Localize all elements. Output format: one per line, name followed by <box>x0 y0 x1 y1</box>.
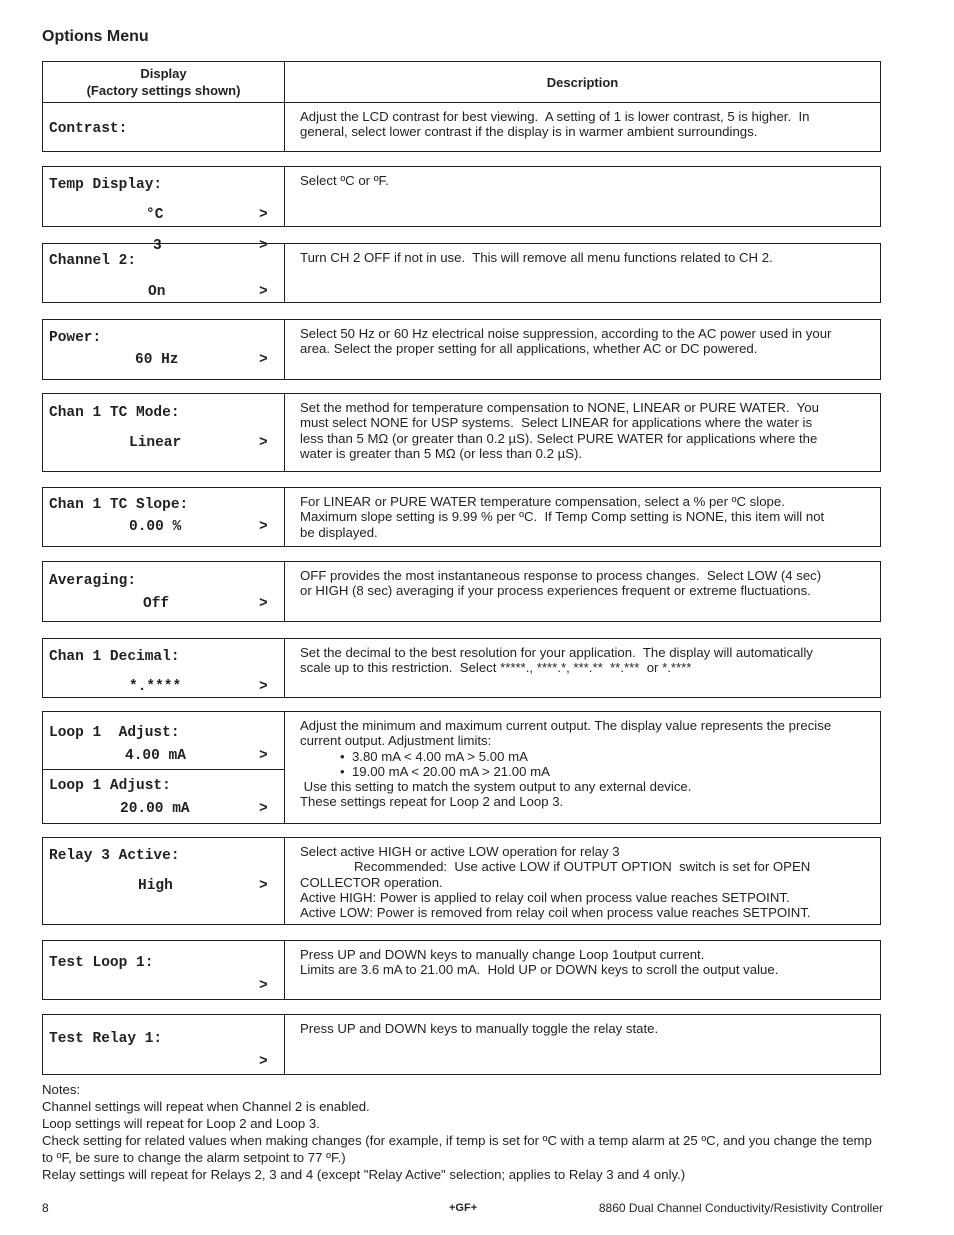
display-cell <box>43 941 285 999</box>
lcd-label: Averaging: <box>49 573 137 589</box>
description-line: Adjust the LCD contrast for best viewing. A setting of 1 is lower contrast, 5 is higher. In <box>300 109 810 124</box>
display-cell <box>43 1015 285 1074</box>
chevron-right-icon: > <box>259 679 268 695</box>
menu-row <box>42 561 881 622</box>
description-line: Select ºC or ºF. <box>300 173 389 188</box>
description-line: must select NONE for USP systems. Select LINEAR for applications where the water is <box>300 415 813 431</box>
lcd-value: Linear <box>129 435 182 451</box>
description-line: These settings repeat for Loop 2 and Loop 3. <box>300 794 564 810</box>
display-cell <box>43 712 285 823</box>
description-line: Maximum slope setting is 9.99 % per ºC. If Temp Comp setting is NONE, this item will not <box>300 509 825 525</box>
description-line: Select 50 Hz or 60 Hz electrical noise suppression, according to the AC power used in your <box>300 326 832 341</box>
description-cell <box>285 941 880 999</box>
lcd-value: *.**** <box>129 679 182 695</box>
description-line: Press UP and DOWN keys to manually toggle the relay state. <box>300 1021 659 1036</box>
menu-row <box>42 243 881 303</box>
description-line: Use this setting to match the system output to any external device. <box>300 779 692 795</box>
chevron-right-icon: > <box>259 878 268 894</box>
chevron-right-icon: > <box>259 207 268 223</box>
menu-row <box>42 487 881 547</box>
menu-row <box>42 940 881 1000</box>
lcd-value: 20.00 mA <box>120 801 190 817</box>
description-line: area. Select the proper setting for all applications, whether AC or DC powered. <box>300 341 758 357</box>
lcd-label: Loop 1 Adjust: <box>49 725 180 741</box>
menu-row <box>42 711 881 824</box>
lcd-label: Contrast: <box>49 121 128 137</box>
description-line: Adjust the minimum and maximum current output. The display value represents the precise <box>300 718 832 733</box>
description-cell <box>285 838 880 924</box>
description-line: Press UP and DOWN keys to manually change Loop 1output current. <box>300 947 705 962</box>
lcd-label: Temp Display: <box>49 177 163 193</box>
gf-logo: +GF+ <box>449 1202 478 1214</box>
note-line: Check setting for related values when making changes (for example, if temp is set for ºC with a temp alarm at 25 ºC, and you change the temp to ºF, be sure to change the alarm setpoint to 77 ºF.) <box>42 1133 872 1165</box>
notes-section <box>42 1081 882 1183</box>
lcd-value: On <box>148 284 166 300</box>
display-cell <box>43 167 285 226</box>
description-line: Recommended: Use active LOW if OUTPUT OPTION switch is set for OPEN <box>354 859 811 875</box>
page-title: Options Menu <box>42 28 149 45</box>
lcd-label: Relay 3 Active: <box>49 848 180 864</box>
description-cell <box>285 394 880 471</box>
note-line: Notes: <box>42 1082 81 1097</box>
lcd-label: Chan 1 TC Slope: <box>49 497 189 513</box>
description-line: • 19.00 mA < 20.00 mA > 21.00 mA <box>340 763 550 779</box>
description-line: Set the decimal to the best resolution for your application. The display will automatically <box>300 645 813 660</box>
description-line: less than 5 MΩ (or greater than 0.2 µS). Select PURE WATER for applications where the <box>300 430 818 446</box>
lcd-label: Test Loop 1: <box>49 955 154 971</box>
chevron-right-icon: > <box>259 519 268 535</box>
display-cell <box>43 562 285 621</box>
description-line: Turn CH 2 OFF if not in use. This will remove all menu functions related to CH 2. <box>300 250 773 265</box>
description-line: COLLECTOR operation. <box>300 874 443 890</box>
note-line: Channel settings will repeat when Channel 2 is enabled. <box>42 1099 370 1114</box>
lcd-value: °C <box>146 207 164 223</box>
display-cell <box>43 394 285 471</box>
description-line: water is greater than 5 MΩ (or less than 0.2 µS). <box>300 445 583 461</box>
chevron-right-icon: > <box>259 978 268 994</box>
description-cell <box>285 639 880 697</box>
menu-row <box>42 166 881 227</box>
description-cell <box>285 167 880 226</box>
lcd-label: Power: <box>49 330 102 346</box>
description-cell <box>285 712 880 823</box>
page-number: 8 <box>42 1201 49 1215</box>
chevron-right-icon: > <box>259 596 268 612</box>
display-cell <box>43 488 285 546</box>
menu-row <box>42 393 881 472</box>
description-cell <box>285 244 880 302</box>
lcd-value: 0.00 % <box>129 519 182 535</box>
description-line: For LINEAR or PURE WATER temperature compensation, select a % per ºC slope. <box>300 494 785 509</box>
chevron-right-icon: > <box>259 352 268 368</box>
display-header-line: (Factory settings shown) <box>86 83 241 98</box>
description-line: be displayed. <box>300 524 378 540</box>
chevron-right-icon: > <box>259 284 268 300</box>
description-line: or HIGH (8 sec) averaging if your process experiences frequent or extreme fluctuations. <box>300 583 811 599</box>
description-cell <box>285 1015 880 1074</box>
description-line: Select active HIGH or active LOW operation for relay 3 <box>300 844 620 859</box>
description-line: Active LOW: Power is removed from relay coil when process value reaches SETPOINT. <box>300 905 811 921</box>
chevron-right-icon: > <box>259 801 268 817</box>
description-line: scale up to this restriction. Select *****., ****.*, ***.** **.*** or *.**** <box>300 660 692 676</box>
table-header <box>42 61 881 103</box>
note-line: Loop settings will repeat for Loop 2 and Loop 3. <box>42 1116 320 1131</box>
description-cell <box>285 562 880 621</box>
lcd-label: Chan 1 Decimal: <box>49 649 180 665</box>
description-line: OFF provides the most instantaneous response to process changes. Select LOW (4 sec) <box>300 568 822 583</box>
description-cell <box>285 488 880 546</box>
row-divider <box>43 769 284 770</box>
menu-row <box>42 638 881 698</box>
display-cell <box>43 838 285 924</box>
description-line: • 3.80 mA < 4.00 mA > 5.00 mA <box>340 748 528 764</box>
lcd-value: Off <box>143 596 170 612</box>
lcd-label: Loop 1 Adjust: <box>49 778 171 794</box>
note-line: Relay settings will repeat for Relays 2, 3 and 4 (except "Relay Active" selection; applies to Relay 3 and 4 only.) <box>42 1167 686 1182</box>
description-cell <box>285 103 880 151</box>
lcd-label: Channel 2: <box>49 253 137 269</box>
display-cell <box>43 320 285 379</box>
chevron-right-icon: > <box>259 435 268 451</box>
lcd-value: 60 Hz <box>135 352 179 368</box>
lcd-value: 4.00 mA <box>125 748 186 764</box>
lcd-value: High <box>138 878 173 894</box>
description-line: Limits are 3.6 mA to 21.00 mA. Hold UP or DOWN keys to scroll the output value. <box>300 962 779 978</box>
display-cell <box>43 244 285 302</box>
menu-row <box>42 1014 881 1075</box>
description-line: general, select lower contrast if the display is in warmer ambient surroundings. <box>300 124 758 140</box>
display-header-line: Display <box>140 66 187 81</box>
lcd-value: 3 <box>153 238 162 254</box>
chevron-right-icon: > <box>259 1054 268 1070</box>
chevron-right-icon: > <box>259 748 268 764</box>
description-line: current output. Adjustment limits: <box>300 733 492 749</box>
display-cell <box>43 639 285 697</box>
display-column-header <box>43 62 285 102</box>
menu-row <box>42 837 881 925</box>
chevron-right-icon: > <box>259 238 268 254</box>
description-column-header: Description <box>546 74 619 90</box>
lcd-label: Chan 1 TC Mode: <box>49 405 180 421</box>
product-name: 8860 Dual Channel Conductivity/Resistivity Controller <box>598 1201 883 1215</box>
lcd-label: Test Relay 1: <box>49 1031 163 1047</box>
description-cell <box>285 320 880 379</box>
description-line: Set the method for temperature compensation to NONE, LINEAR or PURE WATER. You <box>300 400 819 415</box>
description-line: Active HIGH: Power is applied to relay coil when process value reaches SETPOINT. <box>300 889 790 905</box>
menu-row <box>42 319 881 380</box>
